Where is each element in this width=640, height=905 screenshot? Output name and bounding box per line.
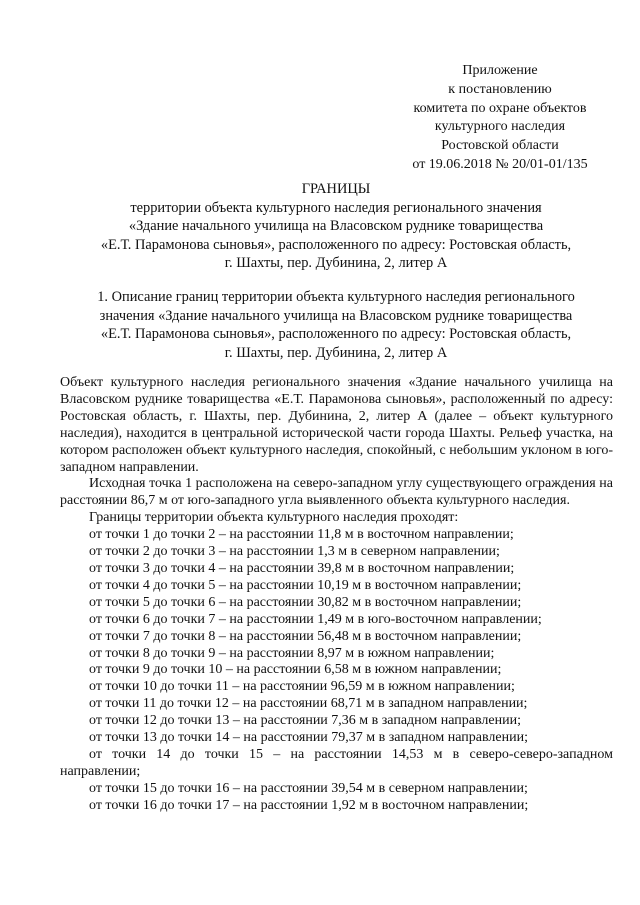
boundary-item: от точки 12 до точки 13 – на расстоянии 7,36 м в западном направлении;	[89, 713, 521, 729]
appendix-line: комитета по охране объектов	[413, 100, 587, 116]
boundary-item: от точки 3 до точки 4 – на расстоянии 39,8 м в восточном направлении;	[89, 560, 515, 576]
appendix-block	[350, 62, 640, 175]
appendix-line: Ростовской области	[441, 138, 559, 154]
boundaries-heading: Границы территории объекта культурного наследия проходят:	[89, 510, 459, 526]
boundary-item: от точки 8 до точки 9 – на расстоянии 8,97 м в южном направлении;	[89, 645, 495, 661]
appendix-line: Приложение	[462, 63, 538, 78]
appendix-line: к постановлению	[448, 81, 552, 97]
section-line: 1. Описание границ территории объекта культурного наследия регионального	[97, 289, 575, 305]
appendix-line: культурного наследия	[434, 119, 566, 135]
boundary-item: от точки 14 до точки 15 – на расстоянии 14,53 м в северо-северо-западном направлении;	[60, 746, 613, 779]
section-line: значения «Здание начального училища на Власовском руднике товарищества	[99, 307, 573, 324]
title-line: «Здание начального училища на Власовском руднике товарищества	[128, 218, 544, 234]
boundary-item: от точки 15 до точки 16 – на расстоянии 39,54 м в северном направлении;	[89, 780, 528, 796]
title-line: «Е.Т. Парамонова сыновья», расположенного по адресу: Ростовская область,	[100, 236, 572, 253]
section-heading	[0, 288, 640, 362]
document-body	[60, 375, 613, 815]
boundary-item: от точки 10 до точки 11 – на расстоянии 96,59 м в южном направлении;	[89, 679, 515, 695]
section-line: г. Шахты, пер. Дубинина, 2, литер А	[224, 344, 448, 361]
boundary-item: от точки 16 до точки 17 – на расстоянии 1,92 м в восточном направлении;	[89, 797, 529, 813]
boundary-item: от точки 1 до точки 2 – на расстоянии 11,8 м в восточном направлении;	[89, 527, 514, 543]
intro-paragraph: Объект культурного наследия регионального значения «Здание начального училища на Власовском руднике товарищества «Е.Т. Парамонова сыновья», расположенный по адресу: Ростовская область, г. Шахты, пер. Дубинина, 2, литер А (далее – объект культурного наследия), находится в центральной исторической части города Шахты. Рельеф участка, на котором расположен объект культурного наследия, спокойный, с небольшим уклоном в юго-западном направлении.	[60, 375, 613, 475]
boundary-item: от точки 11 до точки 12 – на расстоянии 68,71 м в западном направлении;	[89, 696, 528, 712]
boundary-item: от точки 9 до точки 10 – на расстоянии 6,58 м в южном направлении;	[89, 662, 502, 678]
boundary-item: от точки 5 до точки 6 – на расстоянии 30,82 м в восточном направлении;	[89, 594, 522, 610]
boundary-list	[60, 527, 613, 814]
boundary-item: от точки 2 до точки 3 – на расстоянии 1,3 м в северном направлении;	[89, 544, 500, 560]
title-line: г. Шахты, пер. Дубинина, 2, литер А	[224, 255, 448, 271]
start-point-paragraph: Исходная точка 1 расположена на северо-западном углу существующего ограждения на расстоянии 86,7 м от юго-западного угла выявленного объекта культурного наследия.	[60, 476, 613, 509]
title-line: территории объекта культурного наследия регионального значения	[130, 199, 542, 216]
boundary-item: от точки 7 до точки 8 – на расстоянии 56,48 м в восточном направлении;	[89, 628, 522, 644]
boundary-item: от точки 13 до точки 14 – на расстоянии 79,37 м в западном направлении;	[89, 730, 528, 746]
boundary-item: от точки 6 до точки 7 – на расстоянии 1,49 м в юго-восточном направлении;	[89, 611, 542, 627]
boundary-item: от точки 4 до точки 5 – на расстоянии 10,19 м в восточном направлении;	[89, 577, 522, 593]
appendix-line: от 19.06.2018 № 20/01-01/135	[412, 156, 588, 172]
title-heading: ГРАНИЦЫ	[301, 181, 371, 197]
section-line: «Е.Т. Парамонова сыновья», расположенного по адресу: Ростовская область,	[100, 326, 572, 342]
document-title	[0, 180, 640, 273]
